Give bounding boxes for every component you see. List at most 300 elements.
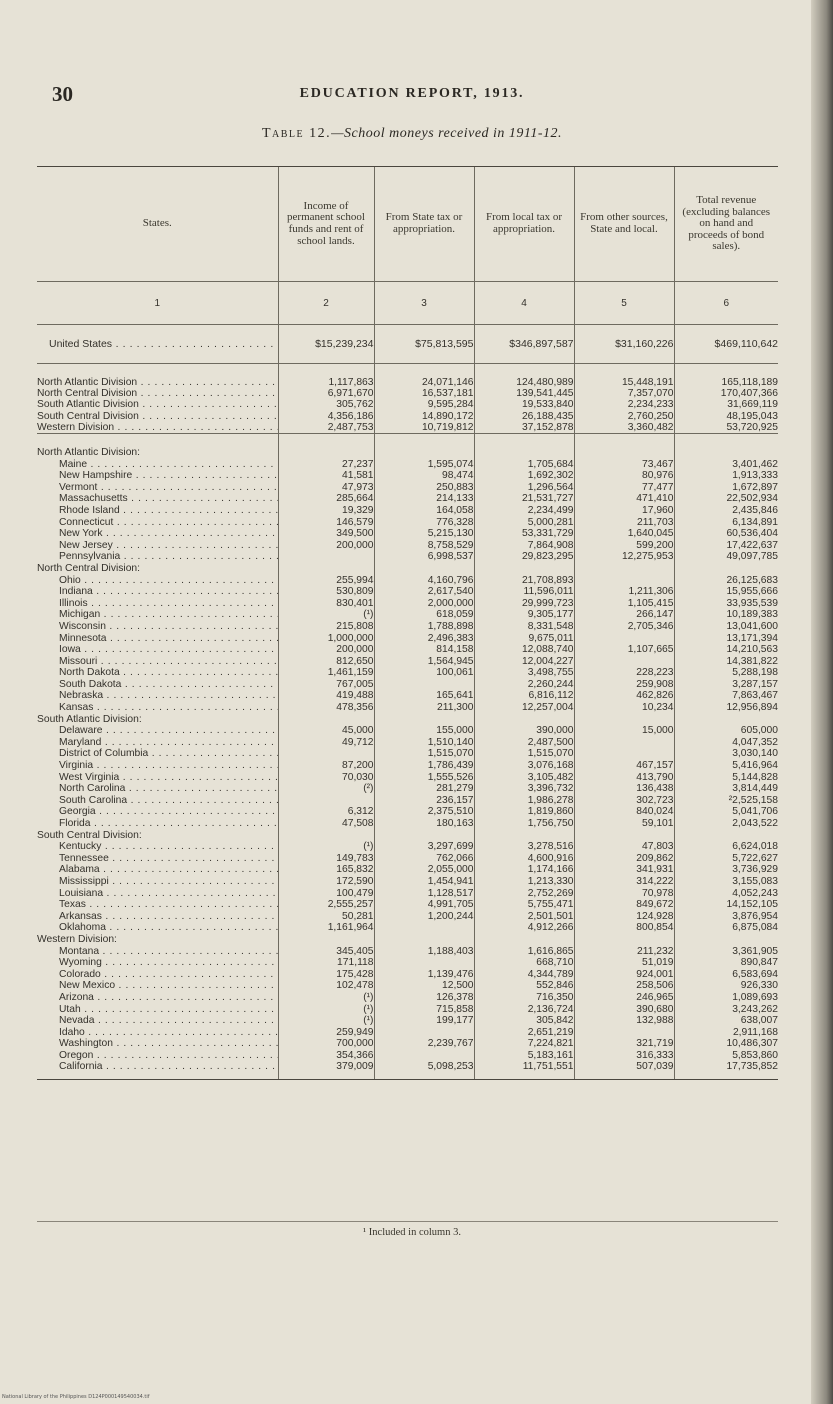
cell-value: 14,890,172 [374,411,474,422]
cell-value: 6,816,112 [474,690,574,702]
cell-value: 175,428 [278,969,374,981]
row-label: Texas . . . [37,899,278,911]
cell-value: 1,213,330 [474,876,574,888]
cell-value: 17,735,852 [674,1061,778,1073]
spacer-cell [278,447,374,459]
cell-value: 10,234 [574,702,674,714]
row-label: Tennessee . . . [37,853,278,865]
cell-value: 2,555,257 [278,899,374,911]
cell-value: 5,215,130 [374,528,474,540]
cell-value: 3,243,262 [674,1004,778,1016]
cell-value: 1,595,074 [374,459,474,471]
cell-value: $75,813,595 [374,325,474,364]
cell-value: ²2,525,158 [674,795,778,807]
row-label: Colorado . . . [37,969,278,981]
spacer-cell [574,934,674,946]
cell-value: 19,533,840 [474,399,574,410]
state-row [37,818,778,830]
cell-value: 3,278,516 [474,841,574,853]
cell-value: 6,624,018 [674,841,778,853]
spacer-cell [474,830,574,842]
row-label: Delaware . . . [37,725,278,737]
row-label: Washington . . . [37,1038,278,1050]
cell-value: 6,971,670 [278,388,374,399]
row-label: Arizona . . . [37,992,278,1004]
cell-value: 1,510,140 [374,737,474,749]
cell-value: 7,863,467 [674,690,778,702]
cell-value: 21,531,727 [474,493,574,505]
cell-value: 22,502,934 [674,493,778,505]
cell-value: 2,435,846 [674,505,778,517]
cell-value: 9,675,011 [474,633,574,645]
cell-value: 5,853,860 [674,1050,778,1062]
cell-value: 354,366 [278,1050,374,1062]
state-row [37,586,778,598]
state-row [37,888,778,900]
row-label: Mississippi . . . [37,876,278,888]
spacer-cell [674,447,778,459]
row-label: New Mexico . . . [37,980,278,992]
cell-value: 2,043,522 [674,818,778,830]
cell-value: 11,751,551 [474,1061,574,1073]
cell-value: 10,719,812 [374,422,474,434]
cell-value [574,633,674,645]
cell-value: 124,480,989 [474,377,574,388]
cell-value [278,748,374,760]
division-heading-row [37,714,778,726]
cell-value: 2,752,269 [474,888,574,900]
cell-value: 80,976 [574,470,674,482]
row-label: United States . . . [37,325,278,364]
cell-value: 3,814,449 [674,783,778,795]
cell-value: 1,515,070 [374,748,474,760]
cell-value: 3,297,699 [374,841,474,853]
state-row [37,644,778,656]
state-row [37,876,778,888]
division-heading: South Atlantic Division: [37,713,142,725]
cell-value: 849,672 [574,899,674,911]
cell-value: 379,009 [278,1061,374,1073]
cell-value [574,1027,674,1039]
cell-value: 27,237 [278,459,374,471]
cell-value: 132,988 [574,1015,674,1027]
division-heading-row [37,563,778,575]
cell-value: 70,978 [574,888,674,900]
cell-value: 165,118,189 [674,377,778,388]
row-label: South Carolina . . . [37,795,278,807]
row-label: South Dakota . . . [37,679,278,691]
cell-value: 209,862 [574,853,674,865]
state-row [37,957,778,969]
division-total-row [37,399,778,410]
cell-value: 211,703 [574,517,674,529]
column-number: 6 [674,282,778,325]
cell-value: 800,854 [574,922,674,934]
spacer-cell [574,434,674,448]
cell-value: (²) [278,783,374,795]
cell-value: 1,000,000 [278,633,374,645]
cell-value: 1,616,865 [474,946,574,958]
spacer-cell [278,364,374,378]
row-label: North Central Division . . . [37,388,278,399]
cell-value: 165,641 [374,690,474,702]
state-row [37,725,778,737]
state-row [37,841,778,853]
cell-value: 146,579 [278,517,374,529]
cell-value: 1,788,898 [374,621,474,633]
state-row [37,540,778,552]
cell-value: 211,232 [574,946,674,958]
column-number: 3 [374,282,474,325]
cell-value: 1,454,941 [374,876,474,888]
cell-value: 1,555,526 [374,772,474,784]
state-row [37,482,778,494]
cell-value: $31,160,226 [574,325,674,364]
cell-value: 255,994 [278,575,374,587]
cell-value: 9,595,284 [374,399,474,410]
row-label: New Hampshire . . . [37,470,278,482]
row-label: Connecticut . . . [37,517,278,529]
cell-value: 164,058 [374,505,474,517]
state-row [37,946,778,958]
cell-value: 1,200,244 [374,911,474,923]
cell-value: 70,030 [278,772,374,784]
row-label: Oklahoma . . . [37,922,278,934]
row-label: South Central Division . . . [37,411,278,422]
state-row [37,1038,778,1050]
division-total-row [37,377,778,388]
cell-value: 1,692,302 [474,470,574,482]
cell-value: 2,000,000 [374,598,474,610]
cell-value: 6,312 [278,806,374,818]
cell-value: 762,066 [374,853,474,865]
row-label: Arkansas . . . [37,911,278,923]
state-row [37,737,778,749]
cell-value: 599,200 [574,540,674,552]
spacer-cell [374,1073,474,1080]
row-label: Illinois . . . [37,598,278,610]
cell-value: 77,477 [574,482,674,494]
running-head: EDUCATION REPORT, 1913. [299,86,525,101]
cell-value: 5,755,471 [474,899,574,911]
cell-value: 1,211,306 [574,586,674,598]
cell-value: 29,823,295 [474,551,574,563]
cell-value: 7,224,821 [474,1038,574,1050]
scan-source-tag: National Library of the Philippines D124P000149540034.tif [2,1394,150,1400]
cell-value: 200,000 [278,644,374,656]
cell-value: 7,357,070 [574,388,674,399]
spacer-cell [374,934,474,946]
state-row [37,969,778,981]
row-label: South Atlantic Division . . . [37,399,278,410]
cell-value: 4,160,796 [374,575,474,587]
row-label: West Virginia . . . [37,772,278,784]
cell-value: 2,496,383 [374,633,474,645]
cell-value: 668,710 [474,957,574,969]
cell-value: 6,998,537 [374,551,474,563]
row-label: Vermont . . . [37,482,278,494]
cell-value: 305,762 [278,399,374,410]
cell-value: 3,498,755 [474,667,574,679]
state-row [37,806,778,818]
cell-value: 5,144,828 [674,772,778,784]
cell-value: 552,846 [474,980,574,992]
spacer-cell [674,563,778,575]
spacer-cell [374,434,474,448]
cell-value [374,1027,474,1039]
cell-value: 49,097,785 [674,551,778,563]
cell-value: 2,617,540 [374,586,474,598]
row-label: Nevada . . . [37,1015,278,1027]
row-label: Montana . . . [37,946,278,958]
cell-value [278,551,374,563]
column-header-row [37,167,778,282]
cell-value: 812,650 [278,656,374,668]
spacer-cell [374,714,474,726]
united-states-row [37,325,778,364]
row-label: Kansas . . . [37,702,278,714]
table-caption [52,126,772,142]
cell-value: 259,908 [574,679,674,691]
cell-value: 11,596,011 [474,586,574,598]
spacer-cell [474,934,574,946]
cell-value: 29,999,723 [474,598,574,610]
cell-value: 530,809 [278,586,374,598]
row-label: North Dakota . . . [37,667,278,679]
state-row [37,748,778,760]
cell-value: 14,381,822 [674,656,778,668]
cell-value: 349,500 [278,528,374,540]
cell-value: 8,758,529 [374,540,474,552]
column-header: Income of permanent school funds and rent of school lands. [278,167,374,282]
cell-value: 1,461,159 [278,667,374,679]
row-label: Iowa . . . [37,644,278,656]
cell-value: 200,000 [278,540,374,552]
row-label: Pennsylvania . . . [37,551,278,563]
cell-value [374,957,474,969]
cell-value: 98,474 [374,470,474,482]
cell-value: 1,564,945 [374,656,474,668]
cell-value: 139,541,445 [474,388,574,399]
cell-value: 5,416,964 [674,760,778,772]
row-label: Kentucky . . . [37,841,278,853]
spacer-cell [474,714,574,726]
cell-value: 4,356,186 [278,411,374,422]
cell-value: 170,407,366 [674,388,778,399]
state-row [37,864,778,876]
row-label: New Jersey . . . [37,540,278,552]
state-row [37,598,778,610]
row-label: Missouri . . . [37,656,278,668]
cell-value: 305,842 [474,1015,574,1027]
cell-value: 12,275,953 [574,551,674,563]
cell-value: 246,965 [574,992,674,1004]
cell-value: 5,288,198 [674,667,778,679]
spacer-cell [674,934,778,946]
cell-value: 1,672,897 [674,482,778,494]
cell-value: 13,041,600 [674,621,778,633]
cell-value: 12,088,740 [474,644,574,656]
row-label: North Atlantic Division . . . [37,377,278,388]
cell-value: 1,188,403 [374,946,474,958]
row-label: Louisiana . . . [37,888,278,900]
row-label: Rhode Island . . . [37,505,278,517]
cell-value: $346,897,587 [474,325,574,364]
row-label: Alabama . . . [37,864,278,876]
row-label: Utah . . . [37,1004,278,1016]
cell-value: 136,438 [574,783,674,795]
footnote: ¹ Included in column 3. [363,1227,461,1238]
table-caption-label: Table 12. [261,126,332,141]
column-header: From local tax or appropriation. [474,167,574,282]
cell-value: 2,760,250 [574,411,674,422]
cell-value: 3,360,482 [574,422,674,434]
cell-value: 17,960 [574,505,674,517]
cell-value: 171,118 [278,957,374,969]
spacer-row [37,434,778,448]
cell-value: 3,401,462 [674,459,778,471]
cell-value [374,679,474,691]
spacer-cell [37,364,278,378]
state-row [37,690,778,702]
state-row [37,528,778,540]
cell-value: 45,000 [278,725,374,737]
state-row [37,702,778,714]
cell-value: 17,422,637 [674,540,778,552]
cell-value: 302,723 [574,795,674,807]
state-row [37,505,778,517]
row-label: New York . . . [37,528,278,540]
cell-value: 26,188,435 [474,411,574,422]
cell-value: 2,911,168 [674,1027,778,1039]
cell-value: 316,333 [574,1050,674,1062]
cell-value: 1,089,693 [674,992,778,1004]
cell-value: 3,030,140 [674,748,778,760]
cell-value: 48,195,043 [674,411,778,422]
state-row [37,911,778,923]
cell-value: 5,098,253 [374,1061,474,1073]
state-row [37,656,778,668]
column-header: Total revenue (excluding balances on hand and proceeds of bond sales). [674,167,778,282]
column-number: 5 [574,282,674,325]
cell-value: 2,487,500 [474,737,574,749]
cell-value: 155,000 [374,725,474,737]
cell-value: 10,486,307 [674,1038,778,1050]
cell-value: 4,047,352 [674,737,778,749]
state-row [37,667,778,679]
row-label: Ohio . . . [37,575,278,587]
state-row [37,853,778,865]
spacer-cell [574,364,674,378]
column-header: From State tax or appropriation. [374,167,474,282]
column-number: 2 [278,282,374,325]
cell-value: 467,157 [574,760,674,772]
cell-value: 1,174,166 [474,864,574,876]
cell-value: 1,640,045 [574,528,674,540]
state-row [37,783,778,795]
spacer-cell [278,830,374,842]
spacer-cell [278,563,374,575]
cell-value: 840,024 [574,806,674,818]
cell-value: 1,161,964 [278,922,374,934]
state-row [37,551,778,563]
cell-value: 3,876,954 [674,911,778,923]
cell-value: (¹) [278,992,374,1004]
cell-value: 258,506 [574,980,674,992]
cell-value: 1,515,070 [474,748,574,760]
cell-value: 250,883 [374,482,474,494]
division-total-row [37,422,778,434]
row-label: Indiana . . . [37,586,278,598]
cell-value: 214,133 [374,493,474,505]
cell-value [574,656,674,668]
cell-value: 236,157 [374,795,474,807]
cell-value: 341,931 [574,864,674,876]
cell-value: 180,163 [374,818,474,830]
cell-value: 24,071,146 [374,377,474,388]
cell-value: 4,991,705 [374,899,474,911]
column-number: 1 [37,282,278,325]
cell-value: 50,281 [278,911,374,923]
cell-value: 2,239,767 [374,1038,474,1050]
spacer-cell [374,830,474,842]
cell-value: 605,000 [674,725,778,737]
spacer-cell [474,563,574,575]
column-header: From other sources, State and local. [574,167,674,282]
cell-value: 6,134,891 [674,517,778,529]
cell-value: 41,581 [278,470,374,482]
spacer-cell [374,364,474,378]
cell-value: 12,956,894 [674,702,778,714]
spacer-cell [278,934,374,946]
cell-value: 281,279 [374,783,474,795]
cell-value: 1,139,476 [374,969,474,981]
cell-value: 6,583,694 [674,969,778,981]
cell-value: 3,155,083 [674,876,778,888]
spacer-cell [674,364,778,378]
spacer-row [37,364,778,378]
cell-value: 8,331,548 [474,621,574,633]
cell-value: 776,328 [374,517,474,529]
row-label: Virginia . . . [37,760,278,772]
cell-value: 890,847 [674,957,778,969]
cell-value: 100,061 [374,667,474,679]
row-label: Minnesota . . . [37,633,278,645]
spacer-cell [674,1073,778,1080]
division-total-row [37,411,778,422]
state-row [37,575,778,587]
cell-value: 49,712 [278,737,374,749]
cell-value: 13,171,394 [674,633,778,645]
cell-value: 2,375,510 [374,806,474,818]
cell-value: 2,260,244 [474,679,574,691]
cell-value: 16,537,181 [374,388,474,399]
row-label: Wisconsin . . . [37,621,278,633]
row-label: Oregon . . . [37,1050,278,1062]
cell-value: $469,110,642 [674,325,778,364]
state-row [37,772,778,784]
cell-value: 59,101 [574,818,674,830]
cell-value: 471,410 [574,493,674,505]
cell-value: 2,136,724 [474,1004,574,1016]
division-heading: North Atlantic Division: [37,447,141,459]
cell-value: 102,478 [278,980,374,992]
cell-value: 60,536,404 [674,528,778,540]
cell-value: 12,500 [374,980,474,992]
cell-value: 37,152,878 [474,422,574,434]
spacer-cell [374,563,474,575]
cell-value: 3,287,157 [674,679,778,691]
